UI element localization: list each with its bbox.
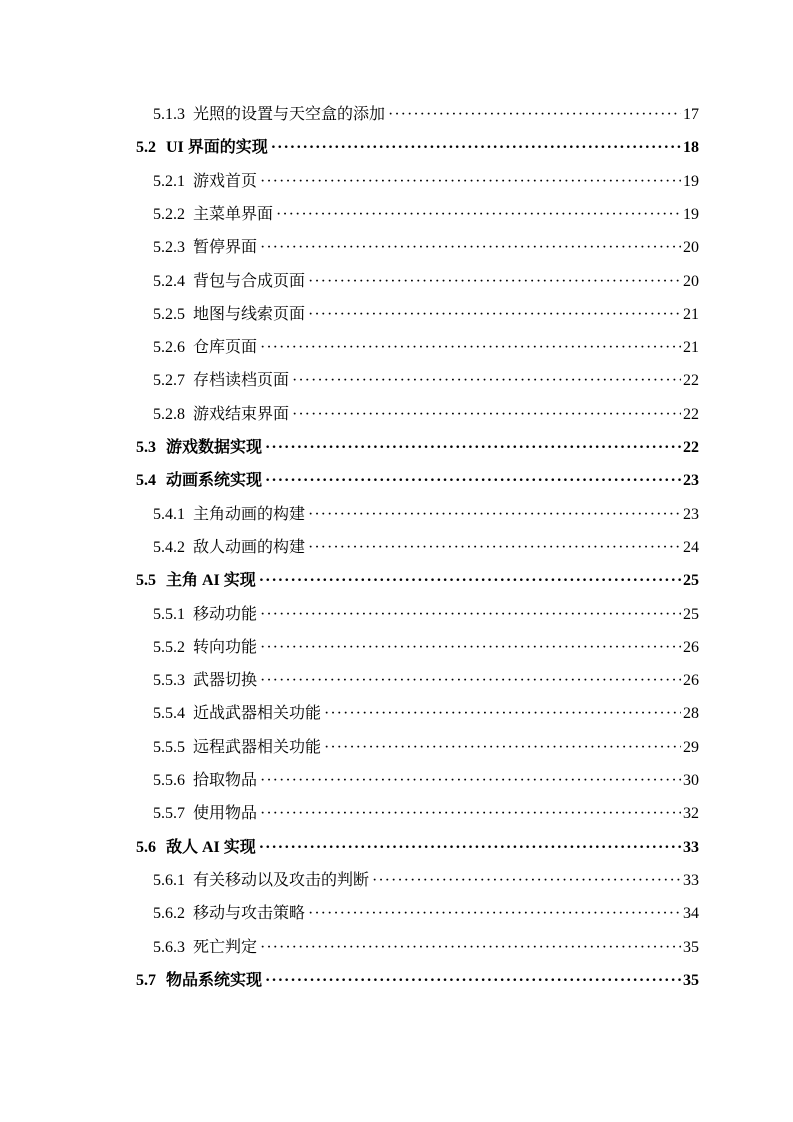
- toc-entry-page-number: 26: [683, 638, 699, 656]
- toc-subsection-entry[interactable]: [153, 267, 699, 297]
- toc-entry-title: 武器切换: [193, 672, 258, 690]
- toc-dot-leader: [260, 766, 681, 796]
- toc-entry-page-number: 21: [683, 339, 699, 357]
- toc-entry-page-number: 30: [683, 772, 699, 789]
- toc-entry-title: 近战武器相关功能: [193, 705, 322, 723]
- toc-dot-leader: [260, 600, 681, 630]
- toc-section-entry[interactable]: [136, 966, 699, 996]
- toc-entry-page-number: 20: [683, 239, 699, 257]
- toc-entry-number: 5.2.5: [153, 305, 185, 323]
- toc-entry-title: 拾取物品: [193, 772, 258, 789]
- toc-entry-title: 存档读档页面: [193, 372, 290, 390]
- toc-subsection-entry[interactable]: [153, 233, 699, 263]
- toc-entry-title: 光照的设置与天空盒的添加: [193, 106, 386, 123]
- toc-entry-number: 5.6.3: [153, 938, 185, 956]
- toc-entry-title: 游戏结束界面: [193, 405, 290, 423]
- toc-entry-number: 5.5.4: [153, 705, 185, 723]
- toc-dot-leader: [324, 699, 681, 729]
- toc-entry-page-number: 35: [683, 971, 699, 989]
- toc-subsection-entry[interactable]: [153, 866, 699, 896]
- toc-entry-title: 背包与合成页面: [193, 272, 306, 290]
- toc-dot-leader: [308, 533, 681, 563]
- toc-entry-page-number: 22: [683, 405, 699, 423]
- toc-subsection-entry[interactable]: [153, 799, 699, 829]
- toc-entry-number: 5.6: [136, 838, 156, 856]
- toc-entry-number: 5.5.1: [153, 605, 185, 623]
- toc-subsection-entry[interactable]: [153, 167, 699, 197]
- toc-dot-leader: [260, 933, 681, 963]
- toc-entry-number: 5.5.2: [153, 638, 185, 656]
- toc-entry-number: 5.2.7: [153, 372, 185, 390]
- toc-subsection-entry[interactable]: [153, 699, 699, 729]
- toc-subsection-entry[interactable]: [153, 333, 699, 363]
- toc-entry-title: 主菜单界面: [193, 205, 274, 223]
- toc-entry-page-number: 23: [683, 472, 699, 490]
- toc-entry-page-number: 22: [683, 439, 699, 456]
- toc-entry-number: 5.4.1: [153, 505, 185, 523]
- toc-entry-number: 5.7: [136, 971, 156, 989]
- toc-entry-page-number: 19: [683, 205, 699, 223]
- toc-entry-number: 5.2: [136, 139, 156, 157]
- toc-subsection-entry[interactable]: [153, 100, 699, 130]
- toc-section-entry[interactable]: [136, 466, 699, 496]
- toc-entry-number: 5.2.1: [153, 172, 185, 190]
- toc-entry-number: 5.2.3: [153, 239, 185, 257]
- toc-subsection-entry[interactable]: [153, 733, 699, 763]
- toc-dot-leader: [260, 666, 681, 696]
- toc-section-entry[interactable]: [136, 833, 699, 863]
- toc-entry-number: 5.1.3: [153, 106, 185, 123]
- toc-entry-title: 远程武器相关功能: [193, 738, 322, 756]
- toc-dot-leader: [260, 633, 681, 663]
- toc-entry-title: 移动功能: [193, 605, 258, 623]
- toc-dot-leader: [265, 466, 681, 496]
- toc-entry-title: 主角 AI 实现: [166, 572, 256, 590]
- toc-entry-title: 主角动画的构建: [193, 505, 306, 523]
- toc-subsection-entry[interactable]: [153, 500, 699, 530]
- toc-entry-number: 5.5.7: [153, 805, 185, 823]
- toc-entry-number: 5.5.6: [153, 772, 185, 789]
- toc-entry-number: 5.3: [136, 439, 156, 456]
- toc-entry-page-number: 23: [683, 505, 699, 523]
- toc-dot-leader: [308, 899, 681, 929]
- toc-entry-title: 敌人动画的构建: [193, 538, 306, 556]
- toc-entry-page-number: 29: [683, 738, 699, 756]
- toc-entry-number: 5.4: [136, 472, 156, 490]
- toc-entry-number: 5.2.2: [153, 205, 185, 223]
- toc-dot-leader: [276, 200, 681, 230]
- toc-subsection-entry[interactable]: [153, 366, 699, 396]
- toc-entry-number: 5.2.6: [153, 339, 185, 357]
- toc-dot-leader: [260, 333, 681, 363]
- toc-dot-leader: [292, 400, 681, 430]
- toc-entry-title: 仓库页面: [193, 339, 258, 357]
- toc-entry-title: 敌人 AI 实现: [166, 838, 256, 856]
- toc-dot-leader: [259, 566, 681, 596]
- toc-entry-page-number: 20: [683, 272, 699, 290]
- toc-entry-number: 5.5.3: [153, 672, 185, 690]
- toc-entry-page-number: 33: [683, 838, 699, 856]
- toc-subsection-entry[interactable]: [153, 533, 699, 563]
- toc-entry-page-number: 25: [683, 605, 699, 623]
- toc-entry-title: 有关移动以及攻击的判断: [193, 871, 370, 889]
- toc-entry-number: 5.5: [136, 572, 156, 590]
- toc-subsection-entry[interactable]: [153, 200, 699, 230]
- toc-dot-leader: [308, 500, 681, 530]
- toc-entry-page-number: 32: [683, 805, 699, 823]
- toc-entry-title: 暂停界面: [193, 239, 258, 257]
- toc-entry-title: 死亡判定: [193, 938, 258, 956]
- toc-dot-leader: [260, 167, 681, 197]
- toc-dot-leader: [265, 966, 681, 996]
- toc-entry-number: 5.2.8: [153, 405, 185, 423]
- toc-subsection-entry[interactable]: [153, 666, 699, 696]
- toc-subsection-entry[interactable]: [153, 766, 699, 796]
- toc-entry-title: 游戏数据实现: [166, 439, 263, 456]
- toc-entry-title: 动画系统实现: [166, 472, 263, 490]
- toc-entry-title: 地图与线索页面: [193, 305, 306, 323]
- toc-entry-title: 移动与攻击策略: [193, 905, 306, 923]
- toc-section-entry[interactable]: [136, 566, 699, 596]
- toc-entry-title: 转向功能: [193, 638, 258, 656]
- toc-entry-page-number: 34: [683, 905, 699, 923]
- toc-dot-leader: [308, 267, 681, 297]
- toc-section-entry[interactable]: [136, 133, 699, 163]
- toc-entry-page-number: 26: [683, 672, 699, 690]
- toc-entry-number: 5.2.4: [153, 272, 185, 290]
- toc-dot-leader: [292, 366, 681, 396]
- toc-subsection-entry[interactable]: [153, 933, 699, 963]
- toc-dot-leader: [260, 799, 681, 829]
- toc-entry-title: 游戏首页: [193, 172, 258, 190]
- toc-entry-page-number: 17: [683, 106, 699, 123]
- toc-dot-leader: [372, 866, 681, 896]
- toc-entry-page-number: 28: [683, 705, 699, 723]
- toc-dot-leader: [388, 100, 681, 130]
- toc-dot-leader: [308, 300, 681, 330]
- toc-entry-page-number: 25: [683, 572, 699, 590]
- toc-subsection-entry[interactable]: [153, 633, 699, 663]
- toc-dot-leader: [324, 733, 681, 763]
- toc-subsection-entry[interactable]: [153, 899, 699, 929]
- toc-entry-number: 5.5.5: [153, 738, 185, 756]
- toc-entry-page-number: 21: [683, 305, 699, 323]
- toc-dot-leader: [271, 133, 681, 163]
- toc-subsection-entry[interactable]: [153, 300, 699, 330]
- toc-dot-leader: [265, 433, 681, 463]
- toc-entry-number: 5.6.1: [153, 871, 185, 889]
- toc-subsection-entry[interactable]: [153, 600, 699, 630]
- toc-entry-title: 使用物品: [193, 805, 258, 823]
- toc-section-entry[interactable]: [136, 433, 699, 463]
- toc-entry-page-number: 33: [683, 871, 699, 889]
- toc-entry-page-number: 24: [683, 538, 699, 556]
- toc-entry-page-number: 35: [683, 938, 699, 956]
- toc-entry-number: 5.6.2: [153, 905, 185, 923]
- toc-dot-leader: [260, 233, 681, 263]
- toc-entry-page-number: 18: [683, 139, 699, 157]
- toc-entry-page-number: 19: [683, 172, 699, 190]
- toc-entry-page-number: 22: [683, 372, 699, 390]
- toc-dot-leader: [259, 833, 681, 863]
- toc-entry-number: 5.4.2: [153, 538, 185, 556]
- toc-entry-title: UI 界面的实现: [166, 139, 268, 157]
- toc-entry-title: 物品系统实现: [166, 971, 263, 989]
- toc-subsection-entry[interactable]: [153, 400, 699, 430]
